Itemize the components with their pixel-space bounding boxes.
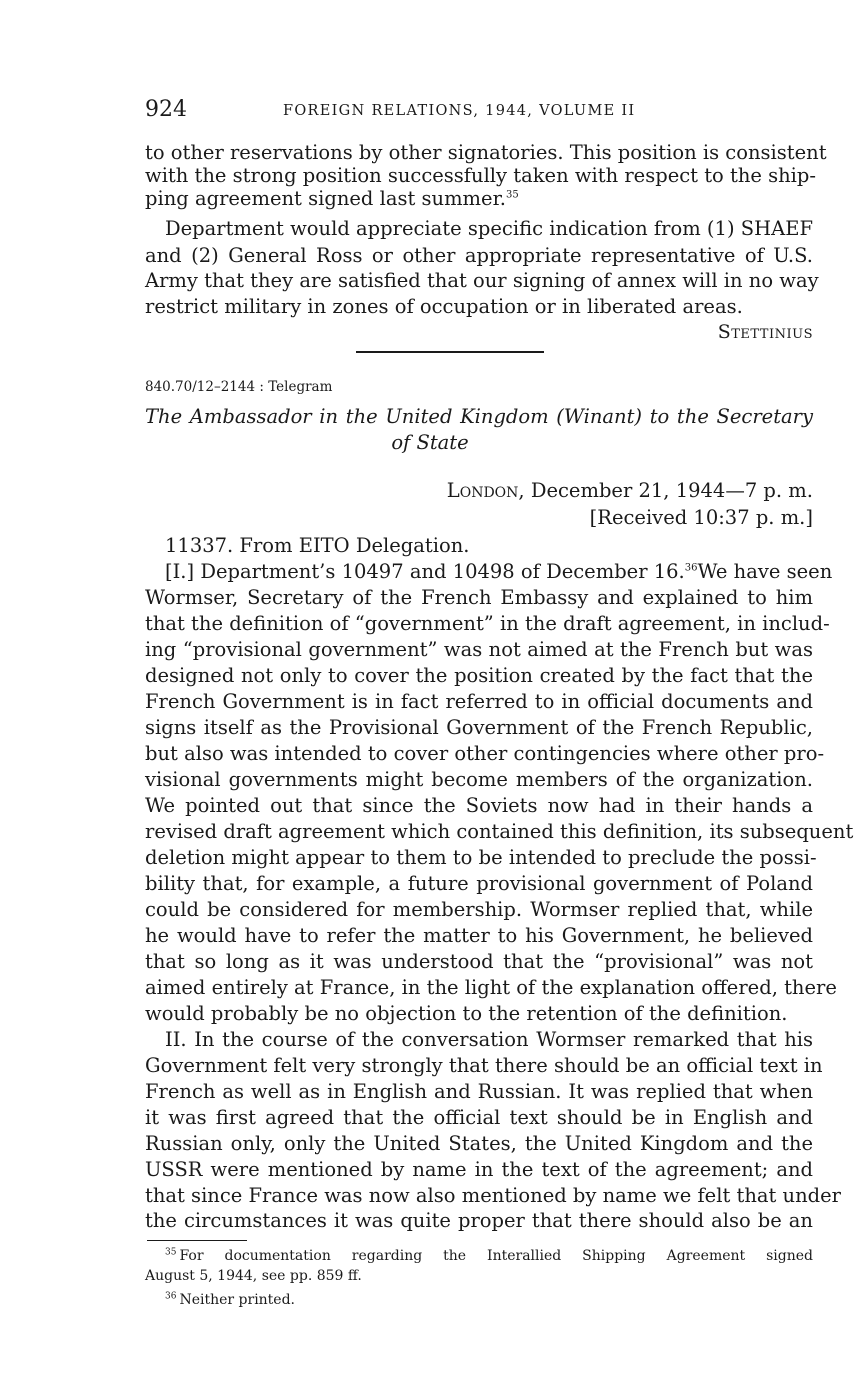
dateline-place: London — [446, 479, 519, 502]
document-title-line-2 — [0, 430, 860, 456]
text-line: French as well as in English and Russian. It was replied that when — [145, 1080, 813, 1103]
text-line: deletion might appear to them to be intended to preclude the possi- — [145, 846, 817, 869]
text-fragment-a: [I.] Department’s 10497 and 10498 of December 16. — [165, 560, 685, 583]
text-line: Department would appreciate specific indication from (1) SHAEF — [165, 217, 813, 240]
text-line: Army that they are satisfied that our signing of annex will in no way — [145, 269, 819, 292]
text-line: and (2) General Ross or other appropriate representative of U.S. — [145, 244, 813, 267]
dateline-date: , December 21, 1944—7 p. m. — [518, 479, 813, 502]
text-line: would probably be no objection to the retention of the definition. — [145, 1002, 788, 1025]
text-line: that since France was now also mentioned by name we felt that under — [145, 1184, 842, 1207]
document-title — [145, 404, 813, 430]
text-line: We pointed out that since the Soviets now had in their hands a — [145, 794, 813, 817]
text-line: aimed entirely at France, in the light of the explanation offered, there — [145, 976, 837, 999]
footnote-text: Neither printed. — [179, 1292, 296, 1308]
text-line: signs itself as the Provisional Government of the French Republic, — [145, 716, 813, 739]
running-title: FOREIGN RELATIONS, 1944, VOLUME II — [283, 103, 636, 119]
text-line: Wormser, Secretary of the French Embassy and explained to him — [145, 586, 813, 609]
footnote-35 — [165, 1246, 813, 1266]
text-line — [145, 186, 813, 212]
text-fragment: ping agreement signed last summer. — [145, 187, 506, 210]
text-line: USSR were mentioned by name in the text of the agreement; and — [145, 1158, 813, 1181]
text-line: French Government is in fact referred to in official documents and — [145, 690, 813, 713]
text-line: revised draft agreement which contained this definition, its subsequent — [145, 820, 854, 843]
document-title-text: of State — [391, 431, 469, 454]
text-line: visional governments might become members of the organization. — [145, 768, 813, 791]
footnote-number: 36 — [165, 1291, 177, 1302]
text-line: with the strong position successfully taken with respect to the ship- — [145, 164, 816, 187]
text-fragment-b: We have seen — [697, 560, 833, 583]
text-line: restrict military in zones of occupation or in liberated areas. — [145, 295, 743, 318]
text-line: designed not only to cover the position created by the fact that the — [145, 664, 813, 687]
text-line: II. In the course of the conversation Wormser remarked that his — [165, 1028, 813, 1051]
text-fragment — [165, 559, 697, 585]
text-line: he would have to refer the matter to his Government, he believed — [145, 924, 813, 947]
dateline — [447, 478, 813, 504]
footnote-text: For documentation regarding the Interallied Shipping Agreement signed — [179, 1248, 813, 1264]
text-line: it was first agreed that the official text should be in English and — [145, 1106, 813, 1129]
footnote-number: 35 — [165, 1247, 177, 1258]
text-line: the circumstances it was quite proper that there should also be an — [145, 1209, 813, 1232]
text-line: Government felt very strongly that there should be an official text in — [145, 1054, 823, 1077]
document-title-line-1: The Ambassador in the United Kingdom (Winant) to the Secretary — [145, 405, 813, 428]
text-line: could be considered for membership. Wormser replied that, while — [145, 898, 813, 921]
footnote-36 — [165, 1290, 295, 1310]
file-number: 840.70/12–2144 : Telegram — [145, 379, 333, 395]
footnote-ref: 35 — [505, 189, 519, 201]
text-line: bility that, for example, a future provisional government of Poland — [145, 872, 813, 895]
telegram-opening: 11337. From EITO Delegation. — [165, 534, 470, 557]
text-line: but also was intended to cover other contingencies where other pro- — [145, 742, 825, 765]
footnote-ref: 36 — [684, 562, 698, 574]
text-line: that so long as it was understood that the “provisional” was not — [145, 950, 813, 973]
text-line: to other reservations by other signatories. This position is consistent — [145, 141, 827, 164]
text-line: Russian only, only the United States, the United Kingdom and the — [145, 1132, 813, 1155]
page-number: 924 — [145, 97, 187, 122]
footnote-rule — [147, 1240, 247, 1241]
section-divider — [356, 351, 544, 353]
received-line: [Received 10:37 p. m.] — [589, 506, 813, 529]
footnote-35-continued: August 5, 1944, see pp. 859 ff. — [145, 1268, 362, 1284]
text-line — [165, 559, 833, 585]
text-line: ing “provisional government” was not aimed at the French but was — [145, 638, 813, 661]
signature: Stettinius — [717, 321, 813, 343]
text-line: that the definition of “government” in the draft agreement, in includ- — [145, 612, 830, 635]
